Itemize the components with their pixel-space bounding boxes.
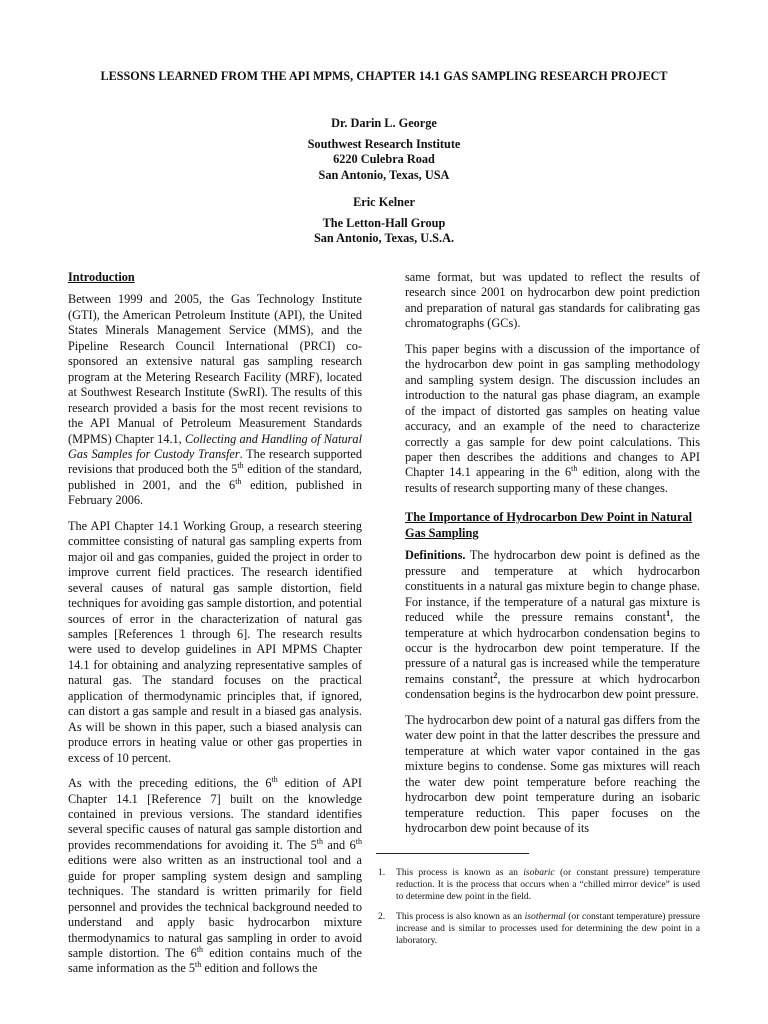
text-run: edition contains much of the same information as the 5 [68, 946, 363, 976]
right-column [405, 270, 700, 846]
text-run: edition and follows the [201, 961, 318, 976]
text-run: edition of the standard, published in 2001, and the 6 [68, 462, 363, 492]
intro-paragraph-3 [68, 776, 362, 977]
footnote-1 [378, 867, 700, 904]
footnote-number: 1. [378, 867, 386, 878]
intro-paragraph-2: The API Chapter 14.1 Working Group, a research steering committee consisting of natural gas sampling experts from major oil and gas companies, guided the project in order to improve current field practices. The research identified several causes of natural gas sample distortion, field techniques for avoiding gas sample distortion, and potential sources of error in the characterization of natural gas samples [References 1 through 6]. The research results were used to develop guidelines in API MPMS Chapter 14.1 for obtaining and analyzing representative samples of natural gas. The standard focuses on the practical application of thermodynamic principles that, if ignored, can distort a gas sample and result in a biased gas analysis. As will be shown in this paper, such a biased analysis can produce errors in heating value or other gas properties in excess of 10 percent. [68, 518, 362, 765]
text-run: edition of API Chapter 14.1 [Reference 7] built on the knowledge contained in previous versions. The standard identifies several specific causes of natural gas sample distortion and provides recommendations for avoiding it. The 5 [68, 776, 362, 852]
text-run: The hydrocarbon dew point is defined as the pressure and temperature at which hydrocarbon constituents in a natural gas mixture begin to change phase. For instance, if the temperature of a natural gas mixture is reduced while the pressure remains constant [405, 548, 700, 625]
author-name: Dr. Darin L. George [331, 116, 437, 130]
text-run: and 6 [322, 837, 356, 852]
definitions-paragraph [405, 548, 700, 703]
text-run: This process is also known as an [396, 910, 525, 922]
author-affiliation: Southwest Research Institute [307, 136, 461, 151]
text-run: editions were also written as an instructional tool and a guide for proper sampling system design and sampling techniques. The standard is written primarily for field personnel and provides the technical background needed to understand and apply basic hydrocarbon mixture thermodynamics to natural gas sampling in order to avoid sample distortion. The 6 [68, 853, 362, 961]
left-column [68, 270, 362, 987]
author-block-2 [0, 195, 768, 247]
run-in-heading: Definitions. [405, 548, 466, 563]
right-paragraph-4: The hydrocarbon dew point of a natural gas differs from the water dew point in that the latter describes the pressure and temperature at which water vapor contained in the gas mixture begins to condense. Some gas mixtures will reach the water dew point temperature before reaching the hydrocarbon dew point temperature during an isobaric temperature reduction. This paper focuses on the hydrocarbon dew point because of its [405, 712, 700, 835]
superscript: th [316, 836, 323, 846]
author-city: San Antonio, Texas, U.S.A. [313, 231, 455, 245]
emphasized-term: isothermal [524, 910, 566, 922]
text-run: . The research supported revisions that produced both the 5 [68, 446, 362, 477]
text-run: , the temperature at which hydrocarbon condensation begins to occur is the hydrocarbon dew point temperature. If the pressure of a natural gas is increased while the temperature remains constant [405, 610, 700, 686]
emphasized-title: Collecting and Handling of Natural Gas Samples for Custody Transfer [68, 431, 362, 461]
text-run: Between 1999 and 2005, the Gas Technology Institute (GTI), the American Petroleum Institute (API), the United States Minerals Management Service (MMS), and the Pipeline Research Council International (PRCI) co-sponsored an extensive natural gas sampling research program at the Metering Research Facility (MRF), located at Southwest Research Institute (SwRI). The results of this research provided a basis for the most recent revisions to the API Manual of Petroleum Measurement Standards (MPMS) Chapter 14.1, [68, 292, 362, 446]
superscript: th [237, 461, 244, 471]
text-run: edition, published in February 2006. [68, 477, 362, 508]
author-city: San Antonio, Texas, USA [318, 167, 450, 182]
superscript: th [355, 836, 362, 846]
intro-paragraph-1 [68, 292, 362, 508]
text-run: edition, along with the results of research supporting many of these changes. [405, 465, 700, 495]
text-run: This process is known as an [396, 867, 524, 878]
text-run: As with the preceding editions, the 6 [68, 776, 272, 791]
author-name: Eric Kelner [353, 195, 415, 209]
author-affiliation: The Letton-Hall Group [322, 215, 446, 230]
superscript: th [571, 464, 578, 474]
author-block-1 [0, 116, 768, 183]
superscript: th [195, 960, 202, 970]
right-paragraph-2 [405, 342, 700, 497]
right-paragraph-1: same format, but was updated to reflect the results of research since 2001 on hydrocarbon dew point prediction and preparation of natural gas standards for calibrating gas chromatographs (GCs). [405, 270, 700, 331]
author-address: 6220 Culebra Road [333, 152, 435, 166]
text-run: (or constant temperature) pressure increase and is similar to processes used for determining the dew point in a laboratory. [396, 910, 700, 947]
section-heading-dew-point: The Importance of Hydrocarbon Dew Point in Natural Gas Sampling [405, 510, 693, 540]
text-run: This paper begins with a discussion of the importance of the hydrocarbon dew point in gas sampling methodology and sampling system design. The discussion includes an introduction to the natural gas phase diagram, an example of the impact of distorted gas samples on heating value accuracy, and an example of the need to characterize correctly a gas sample for dew point calculations. This paper then describes the additions and changes to API Chapter 14.1 appearing in the 6 [405, 341, 700, 480]
superscript: th [235, 476, 242, 486]
superscript: th [196, 944, 204, 954]
superscript: th [271, 774, 278, 784]
footnotes [378, 867, 700, 954]
paper-title: LESSONS LEARNED FROM THE API MPMS, CHAPTER 14.1 GAS SAMPLING RESEARCH PROJECT [100, 69, 668, 83]
text-run: , the pressure at which hydrocarbon condensation begins is the hydrocarbon dew point pressure. [405, 671, 701, 702]
text-run: (or constant pressure) temperature reduction. It is the process that occurs when a “chilled mirror device” is used to determine dew point in the field. [396, 867, 700, 903]
section-heading-introduction: Introduction [68, 270, 135, 284]
footnote-ref-2: 2 [493, 670, 498, 680]
footnote-2 [378, 911, 700, 948]
footnote-ref-1: 1 [666, 608, 671, 618]
emphasized-term: isobaric [523, 867, 555, 878]
footnote-divider [376, 853, 529, 854]
footnote-number: 2. [378, 910, 386, 922]
